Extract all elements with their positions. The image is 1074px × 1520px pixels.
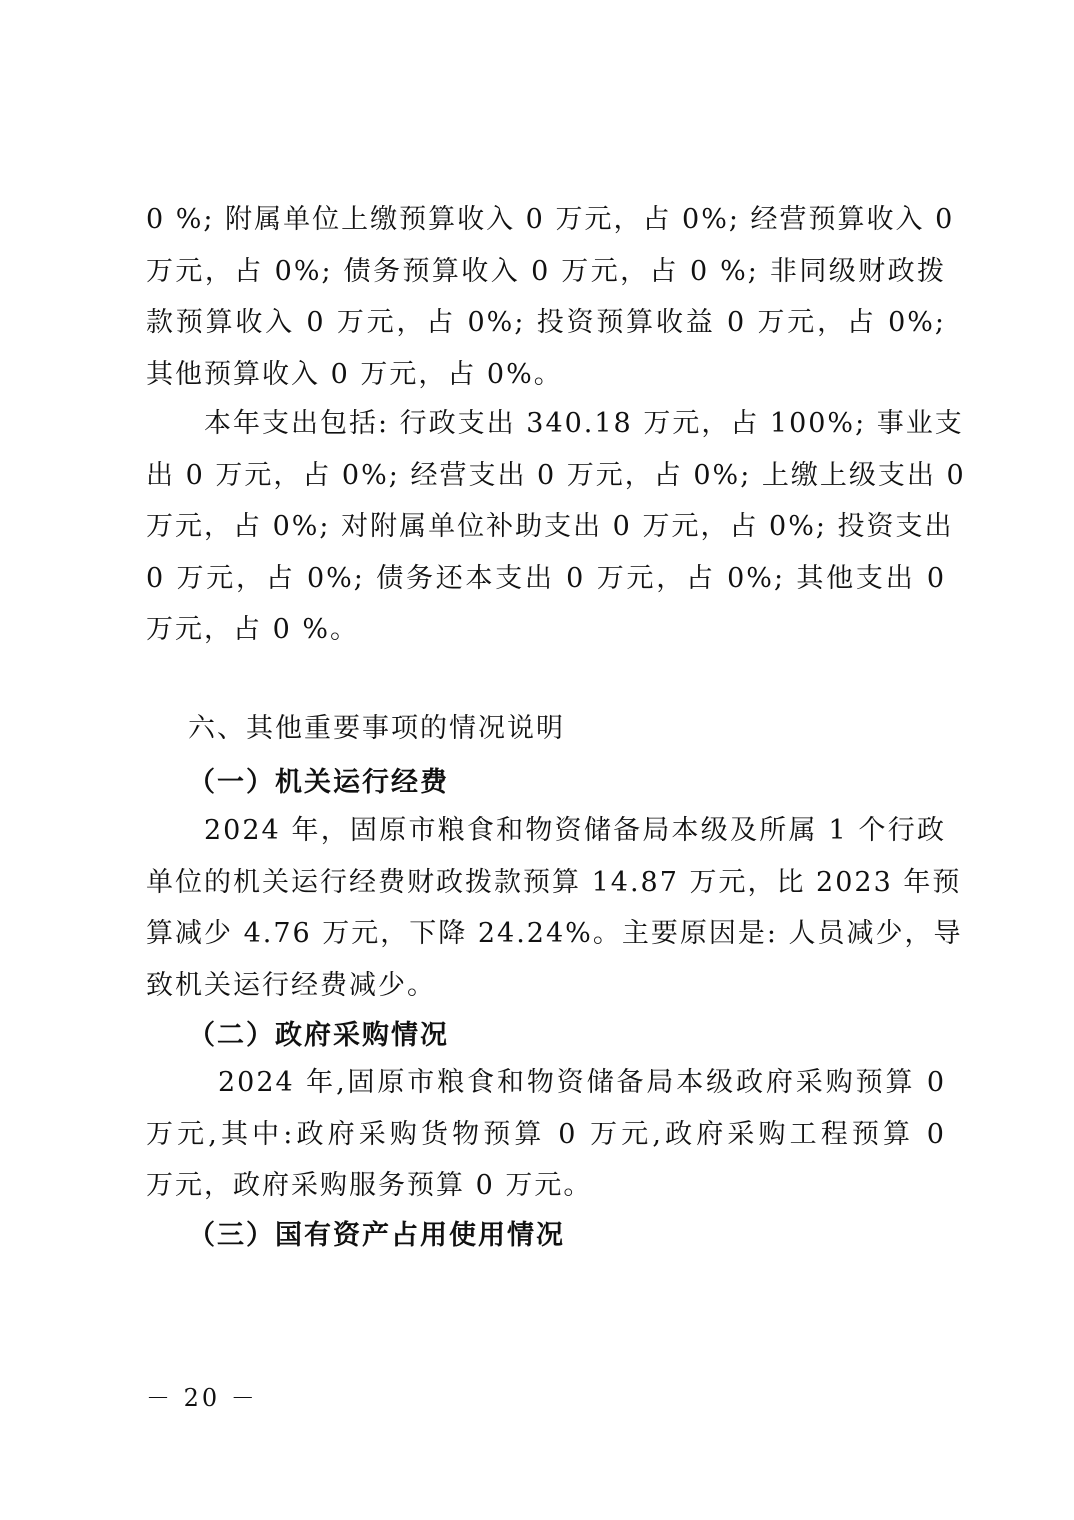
page-number: － 20 － bbox=[146, 1384, 258, 1412]
procurement-line: 万元,其中:政府采购货物预算 0 万元,政府采购工程预算 0 bbox=[146, 1118, 946, 1150]
subsection-heading-state-assets: （三）国有资产占用使用情况 bbox=[188, 1220, 565, 1251]
expense-line: 出 0 万元，占 0%; 经营支出 0 万元，占 0%; 上缴上级支出 0 bbox=[146, 459, 966, 491]
subsection-heading-operating-costs: （一）机关运行经费 bbox=[188, 767, 449, 798]
income-line: 0 %; 附属单位上缴预算收入 0 万元，占 0%; 经营预算收入 0 bbox=[146, 204, 955, 235]
expense-paragraph bbox=[146, 398, 966, 656]
income-line: 万元，占 0%; 债务预算收入 0 万元，占 0 %; 非同级财政拨 bbox=[146, 255, 946, 287]
income-line: 款预算收入 0 万元，占 0%; 投资预算收益 0 万元，占 0%; bbox=[146, 307, 946, 338]
operating-costs-line: 2024 年，固原市粮食和物资储备局本级及所属 1 个行政 bbox=[204, 815, 946, 846]
expense-line: 0 万元，占 0%; 债务还本支出 0 万元，占 0%; 其他支出 0 bbox=[146, 562, 946, 594]
section-heading: 六、其他重要事项的情况说明 bbox=[188, 713, 565, 744]
procurement-line: 万元，政府采购服务预算 0 万元。 bbox=[146, 1170, 593, 1201]
operating-costs-line: 单位的机关运行经费财政拨款预算 14.87 万元，比 2023 年预 bbox=[146, 866, 962, 898]
income-line: 其他预算收入 0 万元，占 0%。 bbox=[146, 358, 563, 390]
procurement-paragraph bbox=[146, 1057, 946, 1212]
income-paragraph bbox=[146, 194, 955, 400]
expense-line: 本年支出包括: 行政支出 340.18 万元，占 100%; 事业支 bbox=[204, 408, 964, 439]
expense-line: 万元，占 0 %。 bbox=[146, 614, 359, 645]
operating-costs-paragraph bbox=[146, 805, 963, 1011]
expense-line: 万元，占 0%; 对附属单位补助支出 0 万元，占 0%; 投资支出 bbox=[146, 511, 954, 542]
subsection-heading-procurement: （二）政府采购情况 bbox=[188, 1020, 449, 1051]
operating-costs-line: 算减少 4.76 万元，下降 24.24%。主要原因是: 人员减少，导 bbox=[146, 918, 963, 949]
procurement-line: 2024 年,固原市粮食和物资储备局本级政府采购预算 0 bbox=[218, 1067, 946, 1098]
operating-costs-line: 致机关运行经费减少。 bbox=[146, 969, 436, 1001]
